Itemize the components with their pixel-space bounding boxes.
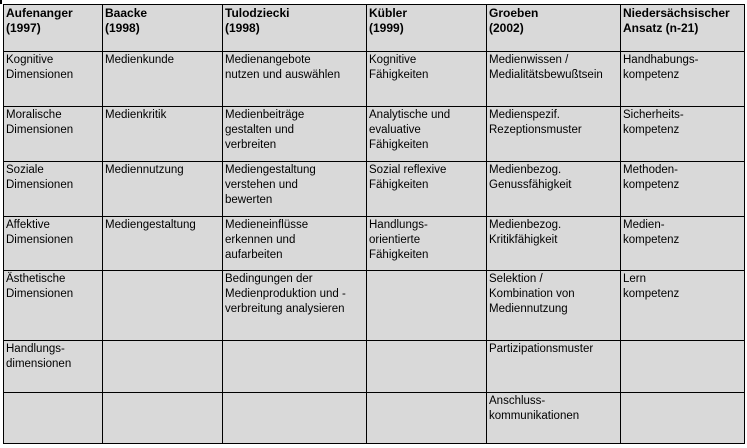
cell-text: kommunikationen xyxy=(489,410,580,422)
cell-text: Moralische xyxy=(6,109,62,121)
table-cell xyxy=(367,271,487,341)
table-cell xyxy=(487,52,621,107)
cell-text: Dimensionen xyxy=(6,288,74,300)
cell-text: Medienspezif. xyxy=(489,109,560,121)
table-cell xyxy=(103,217,223,271)
header-baacke xyxy=(103,5,223,52)
cell-text: Fähigkeiten xyxy=(369,179,429,191)
table-cell xyxy=(103,271,223,341)
table-cell xyxy=(4,52,103,107)
table-cell xyxy=(487,217,621,271)
cell-text: kompetenz xyxy=(623,124,680,136)
header-text: Tulodziecki xyxy=(225,6,290,20)
header-text: Baacke xyxy=(105,6,148,20)
table-cell xyxy=(223,341,367,393)
cell-text: Kognitive xyxy=(369,54,417,66)
table-cell xyxy=(621,162,745,217)
cell-text: verbreiten xyxy=(225,139,277,151)
table-cell xyxy=(487,271,621,341)
table-cell xyxy=(223,107,367,162)
table-row xyxy=(4,271,745,341)
header-text: Kübler xyxy=(369,6,408,20)
table-cell xyxy=(621,52,745,107)
table-cell xyxy=(4,341,103,393)
table-cell xyxy=(621,217,745,271)
cell-text: kompetenz xyxy=(623,234,680,246)
header-tulodziecki xyxy=(223,5,367,52)
table-cell xyxy=(103,162,223,217)
cell-text: Ästhetische xyxy=(6,273,66,285)
table-cell xyxy=(103,52,223,107)
header-text: Ansatz (n-21) xyxy=(623,21,699,35)
cell-text: Mediengestaltung xyxy=(225,164,316,176)
cell-text: Handhabungs- xyxy=(623,54,699,66)
cell-text: Medialitätsbewußtsein xyxy=(489,69,603,81)
cell-text: Sozial reflexive xyxy=(369,164,447,176)
cell-text: erkennen und xyxy=(225,234,296,246)
header-row xyxy=(4,5,745,52)
cell-text: Kombination von xyxy=(489,288,575,300)
table-cell xyxy=(367,107,487,162)
corner-mark xyxy=(0,0,2,4)
table-cell xyxy=(621,341,745,393)
cell-text: Medienangebote xyxy=(225,54,311,66)
cell-text: Medieneinflüsse xyxy=(225,219,309,231)
table-cell xyxy=(621,107,745,162)
table-cell xyxy=(4,107,103,162)
header-groeben xyxy=(487,5,621,52)
header-kuebler xyxy=(367,5,487,52)
header-niedersaechsischer xyxy=(621,5,745,52)
table-body xyxy=(4,52,745,444)
table-cell xyxy=(367,52,487,107)
table-cell xyxy=(367,341,487,393)
cell-text: Medienkritik xyxy=(105,109,167,121)
cell-text: kompetenz xyxy=(623,288,680,300)
media-competence-table xyxy=(3,4,745,444)
table-cell xyxy=(223,393,367,444)
header-text: Niedersächsischer xyxy=(623,6,730,20)
cell-text: Sicherheits- xyxy=(623,109,684,121)
header-text: Aufenanger xyxy=(6,6,73,20)
cell-text: Dimensionen xyxy=(6,69,74,81)
cell-text: Bedingungen der xyxy=(225,273,313,285)
cell-text: Mediennutzung xyxy=(489,303,568,315)
cell-text: Soziale xyxy=(6,164,44,176)
cell-text: Handlungs- xyxy=(6,343,65,355)
cell-text: Rezeptionsmuster xyxy=(489,124,582,136)
cell-text: Dimensionen xyxy=(6,234,74,246)
table-cell xyxy=(223,217,367,271)
table-row xyxy=(4,107,745,162)
table-row xyxy=(4,162,745,217)
cell-text: Fähigkeiten xyxy=(369,249,429,261)
cell-text: Fähigkeiten xyxy=(369,69,429,81)
table-cell xyxy=(621,393,745,444)
cell-text: Genussfähigkeit xyxy=(489,179,572,191)
cell-text: dimensionen xyxy=(6,358,72,370)
cell-text: Affektive xyxy=(6,219,50,231)
header-aufenanger xyxy=(4,5,103,52)
cell-text: Kritikfähigkeit xyxy=(489,234,558,246)
table-cell xyxy=(223,271,367,341)
cell-text: Methoden- xyxy=(623,164,678,176)
table-cell xyxy=(103,341,223,393)
cell-text: verbreitung analysieren xyxy=(225,303,345,315)
cell-text: Kognitive xyxy=(6,54,54,66)
table-cell xyxy=(4,162,103,217)
table-cell xyxy=(367,217,487,271)
table-row xyxy=(4,393,745,444)
table-cell xyxy=(367,162,487,217)
header-text: (1997) xyxy=(6,21,41,35)
cell-text: Medienbezog. xyxy=(489,164,562,176)
table-row xyxy=(4,341,745,393)
header-text: (1998) xyxy=(105,21,140,35)
cell-text: Medienwissen / xyxy=(489,54,569,66)
header-text: (1998) xyxy=(225,21,260,35)
cell-text: Selektion / xyxy=(489,273,543,285)
cell-text: Mediennutzung xyxy=(105,164,184,176)
table-cell xyxy=(4,393,103,444)
header-text: Groeben xyxy=(489,6,539,20)
cell-text: orientierte xyxy=(369,234,421,246)
table-cell xyxy=(103,393,223,444)
table-cell xyxy=(487,393,621,444)
cell-text: kompetenz xyxy=(623,179,680,191)
cell-text: Medien- xyxy=(623,219,665,231)
table-cell xyxy=(4,271,103,341)
cell-text: Lern xyxy=(623,273,647,285)
cell-text: Fähigkeiten xyxy=(369,139,429,151)
cell-text: nutzen und auswählen xyxy=(225,69,341,81)
header-text: (1999) xyxy=(369,21,404,35)
table-cell xyxy=(487,162,621,217)
cell-text: aufarbeiten xyxy=(225,249,283,261)
cell-text: Mediengestaltung xyxy=(105,219,196,231)
cell-text: Medienkunde xyxy=(105,54,175,66)
cell-text: Anschluss- xyxy=(489,395,546,407)
table-cell xyxy=(4,217,103,271)
cell-text: Handlungs- xyxy=(369,219,428,231)
header-text: (2002) xyxy=(489,21,524,35)
cell-text: verstehen und xyxy=(225,179,298,191)
table-row xyxy=(4,52,745,107)
table-cell xyxy=(487,341,621,393)
cell-text: Medienproduktion und - xyxy=(225,288,346,300)
cell-text: Dimensionen xyxy=(6,179,74,191)
cell-text: Analytische und xyxy=(369,109,451,121)
cell-text: bewerten xyxy=(225,194,273,206)
cell-text: Medienbeiträge xyxy=(225,109,305,121)
table-cell xyxy=(487,107,621,162)
table-cell xyxy=(621,271,745,341)
table-row xyxy=(4,217,745,271)
table-cell xyxy=(367,393,487,444)
cell-text: Medienbezog. xyxy=(489,219,562,231)
cell-text: Dimensionen xyxy=(6,124,74,136)
table-cell xyxy=(103,107,223,162)
table-cell xyxy=(223,162,367,217)
cell-text: kompetenz xyxy=(623,69,680,81)
table-cell xyxy=(223,52,367,107)
cell-text: Partizipationsmuster xyxy=(489,343,594,355)
cell-text: gestalten und xyxy=(225,124,295,136)
cell-text: evaluative xyxy=(369,124,421,136)
